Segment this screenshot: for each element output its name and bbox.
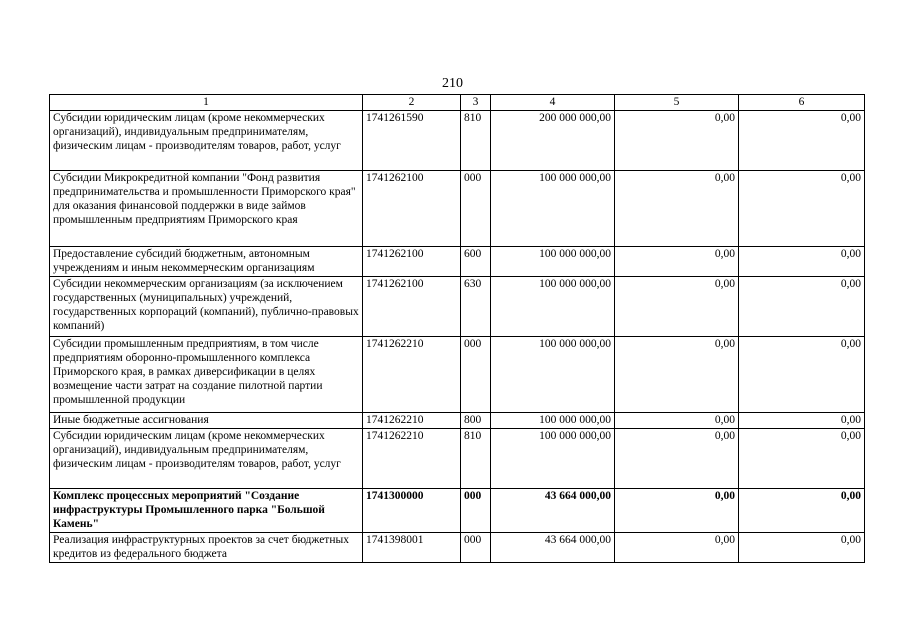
table-row xyxy=(50,247,865,277)
header-cell: 1 xyxy=(50,95,363,111)
row-type-cell: 000 xyxy=(461,533,491,563)
table-row xyxy=(50,489,865,533)
row-value-col5: 0,00 xyxy=(615,489,739,533)
row-value-col6: 0,00 xyxy=(739,111,865,171)
row-name-cell: Субсидии юридическим лицам (кроме некоммерческих организаций), индивидуальным предпринимателям, физическим лицам - производителям товаров, работ, услуг xyxy=(50,429,363,489)
row-value-col4: 200 000 000,00 xyxy=(491,111,615,171)
row-value-col6: 0,00 xyxy=(739,489,865,533)
row-name-cell: Субсидии Микрокредитной компании "Фонд развития предпринимательства и промышленности Приморского края" для оказания финансовой поддержки в виде займов промышленным предприятиям Приморского края xyxy=(50,171,363,247)
row-name-cell: Субсидии промышленным предприятиям, в том числе предприятиям оборонно-промышленного комплекса Приморского края, в рамках диверсификации в целях возмещение части затрат на создание пилотной партии промышленной продукции xyxy=(50,337,363,413)
row-name-cell: Предоставление субсидий бюджетным, автономным учреждениям и иным некоммерческим организациям xyxy=(50,247,363,277)
row-value-col5: 0,00 xyxy=(615,277,739,337)
row-value-col4: 100 000 000,00 xyxy=(491,171,615,247)
row-type-cell: 000 xyxy=(461,171,491,247)
row-code-cell: 1741300000 xyxy=(363,489,461,533)
row-value-col5: 0,00 xyxy=(615,413,739,429)
row-value-col6: 0,00 xyxy=(739,171,865,247)
row-value-col4: 100 000 000,00 xyxy=(491,277,615,337)
table-row xyxy=(50,533,865,563)
row-name-cell: Реализация инфраструктурных проектов за счет бюджетных кредитов из федерального бюджета xyxy=(50,533,363,563)
header-cell: 5 xyxy=(615,95,739,111)
row-value-col4: 100 000 000,00 xyxy=(491,337,615,413)
row-name-cell: Субсидии юридическим лицам (кроме некоммерческих организаций), индивидуальным предпринимателям, физическим лицам - производителям товаров, работ, услуг xyxy=(50,111,363,171)
row-code-cell: 1741261590 xyxy=(363,111,461,171)
row-value-col6: 0,00 xyxy=(739,533,865,563)
row-value-col6: 0,00 xyxy=(739,337,865,413)
row-value-col6: 0,00 xyxy=(739,277,865,337)
row-value-col4: 43 664 000,00 xyxy=(491,489,615,533)
header-cell: 6 xyxy=(739,95,865,111)
table-row xyxy=(50,111,865,171)
row-code-cell: 1741262100 xyxy=(363,277,461,337)
header-cell: 2 xyxy=(363,95,461,111)
row-name-cell: Комплекс процессных мероприятий "Создание инфраструктуры Промышленного парка "Большой Камень" xyxy=(50,489,363,533)
row-code-cell: 1741262100 xyxy=(363,247,461,277)
row-type-cell: 810 xyxy=(461,111,491,171)
row-value-col6: 0,00 xyxy=(739,429,865,489)
row-value-col5: 0,00 xyxy=(615,111,739,171)
table-row xyxy=(50,277,865,337)
row-value-col5: 0,00 xyxy=(615,429,739,489)
row-type-cell: 600 xyxy=(461,247,491,277)
header-cell: 3 xyxy=(461,95,491,111)
header-row xyxy=(50,95,865,111)
row-type-cell: 810 xyxy=(461,429,491,489)
row-type-cell: 630 xyxy=(461,277,491,337)
row-value-col4: 43 664 000,00 xyxy=(491,533,615,563)
header-cell: 4 xyxy=(491,95,615,111)
row-type-cell: 000 xyxy=(461,337,491,413)
row-value-col5: 0,00 xyxy=(615,337,739,413)
row-type-cell: 800 xyxy=(461,413,491,429)
row-value-col6: 0,00 xyxy=(739,413,865,429)
row-name-cell: Субсидии некоммерческим организациям (за исключением государственных (муниципальных) учреждений, государственных корпораций (компаний), публично-правовых компаний) xyxy=(50,277,363,337)
row-value-col5: 0,00 xyxy=(615,247,739,277)
row-code-cell: 1741262100 xyxy=(363,171,461,247)
table-row xyxy=(50,337,865,413)
row-value-col4: 100 000 000,00 xyxy=(491,429,615,489)
page-number: 210 xyxy=(442,76,463,91)
row-code-cell: 1741262210 xyxy=(363,337,461,413)
row-code-cell: 1741262210 xyxy=(363,413,461,429)
row-code-cell: 1741398001 xyxy=(363,533,461,563)
row-value-col4: 100 000 000,00 xyxy=(491,413,615,429)
row-name-cell: Иные бюджетные ассигнования xyxy=(50,413,363,429)
row-value-col6: 0,00 xyxy=(739,247,865,277)
row-code-cell: 1741262210 xyxy=(363,429,461,489)
table-row xyxy=(50,413,865,429)
row-value-col5: 0,00 xyxy=(615,171,739,247)
table-row xyxy=(50,171,865,247)
row-value-col4: 100 000 000,00 xyxy=(491,247,615,277)
row-value-col5: 0,00 xyxy=(615,533,739,563)
table-row xyxy=(50,429,865,489)
row-type-cell: 000 xyxy=(461,489,491,533)
budget-table xyxy=(49,94,865,563)
